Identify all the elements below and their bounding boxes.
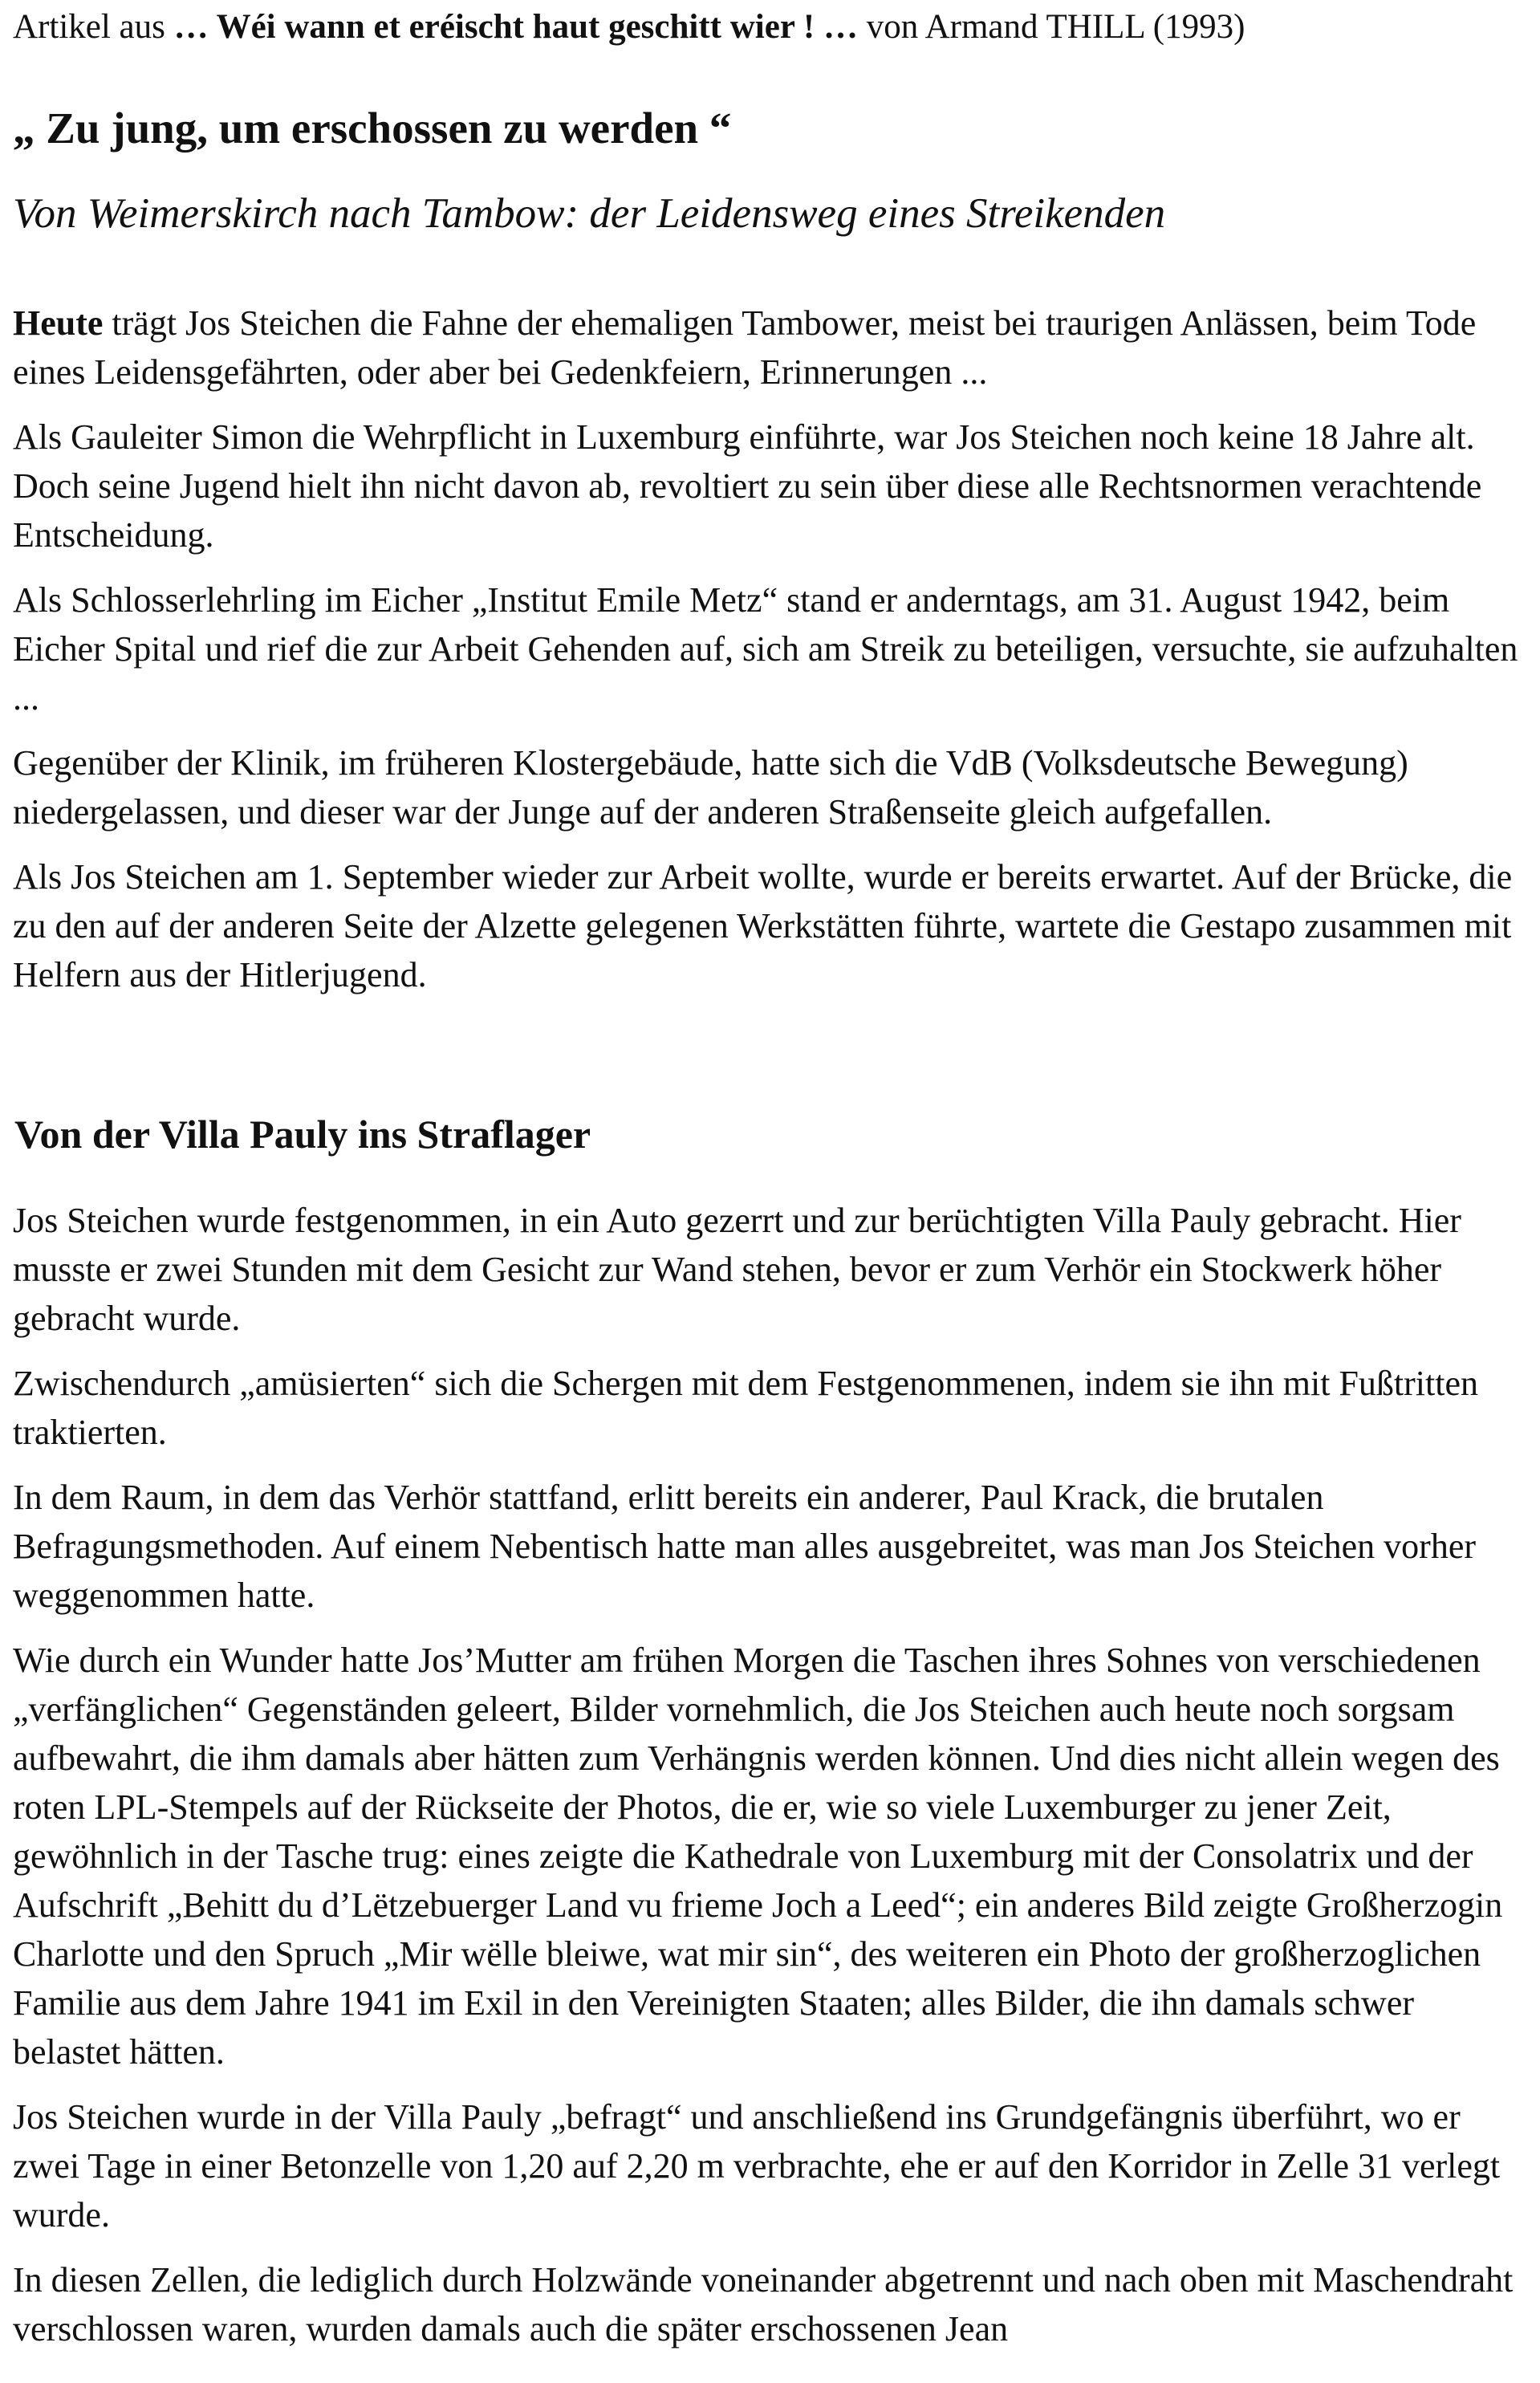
intro-section xyxy=(13,299,1522,999)
paragraph: Als Schlosserlehrling im Eicher „Institut Emile Metz“ stand er anderntags, am 31. August 1942, beim Eicher Spital und rief die zur Arbeit Gehenden auf, sich am Streik zu beteiligen, versuchte, sie aufzuhalten ... xyxy=(13,580,1518,718)
paragraph: In dem Raum, in dem das Verhör stattfand, erlitt bereits ein anderer, Paul Krack, die brutalen Befragungsmethoden. Auf einem Nebentisch hatte man alles ausgebreitet, was man Jos Steichen vorher weggenommen hatte. xyxy=(13,1478,1477,1615)
paragraph: Gegenüber der Klinik, im früheren Klostergebäude, hatte sich die VdB (Volksdeutsche Bewegung) niedergelassen, und dieser war der Junge auf der anderen Straßenseite gleich aufgefallen. xyxy=(13,743,1408,832)
article-title: „ Zu jung, um erschossen zu werden “ xyxy=(13,104,732,152)
paragraph-lead-word: Heute xyxy=(13,303,104,343)
paragraph: Zwischendurch „amüsierten“ sich die Schergen mit dem Festgenommenen, indem sie ihn mit Fußtritten traktierten. xyxy=(13,1364,1478,1452)
paragraph: Wie durch ein Wunder hatte Jos’Mutter am frühen Morgen die Taschen ihres Sohnes von verschiedenen „verfänglichen“ Gegenständen geleert, Bilder vornehmlich, die Jos Steichen auch heute noch sorgsam aufbewahrt, die ihm damals aber hätten zum Verhängnis werden können. Und dies nicht allein wegen des roten LPL-Stempels auf der Rückseite der Photos, die er, wie so viele Luxemburger zu jener Zeit, gewöhnlich in der Tasche trug: eines zeigte die Kathedrale von Luxemburg mit der Consolatrix und der Aufschrift „Behitt du d’Lëtzebuerger Land vu frieme Joch a Leed“; ein anderes Bild zeigte Großherzogin Charlotte und den Spruch „Mir wëlle bleiwe, wat mir sin“, des weiteren ein Photo der großherzoglichen Familie aus dem Jahre 1941 im Exil in den Vereinigten Staaten; alles Bilder, die ihn damals schwer belastet hätten. xyxy=(13,1641,1503,2072)
paragraph-text: trägt Jos Steichen die Fahne der ehemaligen Tambower, meist bei traurigen Anlässen, beim Tode eines Leidensgefährten, oder aber bei Gedenkfeiern, Erinnerungen ... xyxy=(13,303,1477,392)
paragraph: Jos Steichen wurde festgenommen, in ein Auto gezerrt und zur berüchtigten Villa Pauly gebracht. Hier musste er zwei Stunden mit dem Gesicht zur Wand stehen, bevor er zum Verhör ein Stockwerk höher gebracht wurde. xyxy=(13,1201,1461,1338)
paragraph: In diesen Zellen, die lediglich durch Holzwände voneinander abgetrennt und nach oben mit Maschendraht verschlossen waren, wurden damals auch die später erschossenen Jean xyxy=(13,2260,1514,2348)
paragraph: Als Jos Steichen am 1. September wieder zur Arbeit wollte, wurde er bereits erwartet. Auf der Brücke, die zu den auf der anderen Seite der Alzette gelegenen Werkstätten führte, wartete die Gestapo zusammen mit Helfern aus der Hitlerjugend. xyxy=(13,857,1513,994)
villa-pauly-section xyxy=(13,1196,1522,2353)
paragraph xyxy=(13,299,1522,396)
book-title: … Wéi wann et eréischt haut geschitt wier ! … xyxy=(173,8,858,46)
byline-prefix: Artikel aus xyxy=(13,8,165,46)
byline-author: von Armand THILL (1993) xyxy=(866,8,1245,46)
article-subtitle: Von Weimerskirch nach Tambow: der Leidensweg eines Streikenden xyxy=(13,190,1166,237)
paragraph: Jos Steichen wurde in der Villa Pauly „befragt“ und anschließend ins Grundgefängnis überführt, wo er zwei Tage in einer Betonzelle von 1,20 auf 2,20 m verbrachte, ehe er auf den Korridor in Zelle 31 verlegt wurde. xyxy=(13,2097,1501,2235)
paragraph: Als Gauleiter Simon die Wehrpflicht in Luxemburg einführte, war Jos Steichen noch keine 18 Jahre alt. Doch seine Jugend hielt ihn nicht davon ab, revoltiert zu sein über diese alle Rechtsnormen verachtende Entscheidung. xyxy=(13,417,1482,555)
section-heading: Von der Villa Pauly ins Straflager xyxy=(14,1112,591,1157)
article-byline xyxy=(13,6,1245,48)
